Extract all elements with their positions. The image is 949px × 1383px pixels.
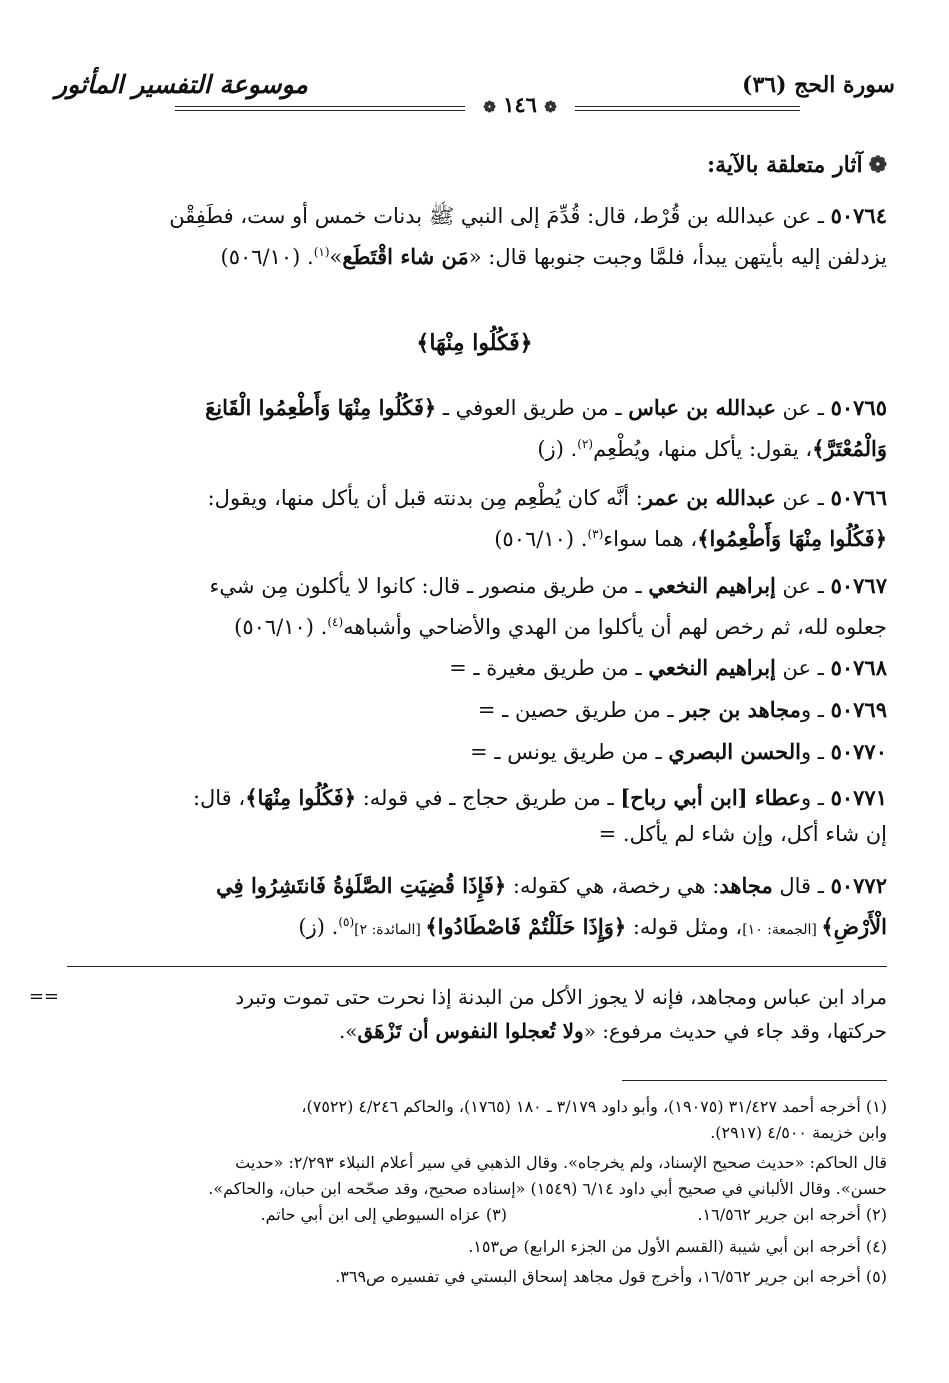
narration-text: : أنَّه كان يُطْعِم مِن بدنته قبل أن يأكل منها، ويقول: xyxy=(207,486,643,510)
footnote-2: (٢) أخرجه ابن جرير ١٦/٥٦٢. xyxy=(697,1205,887,1224)
narration-text: . (ز) xyxy=(537,437,578,461)
narrator-name: مجاهد بن جبر xyxy=(680,697,801,722)
narration-line xyxy=(57,480,887,516)
continuation-mark: == xyxy=(28,986,59,1007)
narration-text: ـ من طريق حصين ـ = xyxy=(477,698,681,722)
section-divider xyxy=(67,966,887,967)
footnote-ref: (٥) xyxy=(338,915,355,929)
narration-text: ـ من طريق يونس ـ = xyxy=(470,740,669,764)
narration-line xyxy=(57,868,887,904)
narration-50764 xyxy=(57,198,887,275)
narration-line: إن شاء أكل، وإن شاء لم يأكل. = xyxy=(598,822,887,846)
narration-number: ٥٠٧٦٥ xyxy=(830,395,887,420)
narration-text: . (٥٠٦/١٠) xyxy=(494,527,588,551)
narration-line xyxy=(57,904,887,948)
narration-line xyxy=(57,568,887,604)
narration-number: ٥٠٧٦٨ xyxy=(830,655,887,680)
footnote-1-cont: وابن خزيمة ٤/٥٠٠ (٢٩١٧). xyxy=(710,1123,887,1142)
narration-text: ـ عن xyxy=(775,574,824,598)
narration-text: ـ عن عبدالله بن قُرْط، قال: قُدِّمَ إلى النبي ﷺ بدنات خمس أو ست، فطَفِقْن xyxy=(169,204,824,228)
section-title xyxy=(707,152,887,178)
quran-quote: وَالْمُعْتَرَّ﴾ xyxy=(812,436,887,461)
narration-text: : هي رخصة، هي كقوله: xyxy=(506,874,720,898)
quran-quote: ﴿فَكُلُوا مِنْهَا﴾ xyxy=(245,785,357,810)
verse-reference: [المائدة: ٢] xyxy=(354,922,426,938)
narrator-name: عبدالله بن عباس xyxy=(628,395,776,420)
narration-50772 xyxy=(57,868,887,948)
narration-text: ـ قال xyxy=(772,874,824,898)
narration-line xyxy=(57,604,887,645)
note-text: ». xyxy=(338,1019,358,1043)
narration-text: ـ عن xyxy=(775,656,824,680)
footnote-ref: (٢) xyxy=(577,437,594,451)
narration-50766 xyxy=(57,480,887,557)
footnote-row-2-3 xyxy=(57,1202,887,1230)
narration-number: ٥٠٧٦٦ xyxy=(830,485,887,510)
narrator-name: إبراهيم النخعي xyxy=(648,655,776,680)
narration-text: . (٥٠٦/١٠) xyxy=(220,245,314,269)
surah-label: سورة الحج (٣٦) xyxy=(742,72,895,98)
running-header xyxy=(55,62,895,117)
narration-line xyxy=(57,390,887,426)
narration-line xyxy=(57,516,887,557)
footnote-3: (٣) عزاه السيوطي إلى ابن أبي حاتم. xyxy=(260,1205,507,1224)
narration-number: ٥٠٧٧٠ xyxy=(830,739,887,764)
continued-note xyxy=(57,980,887,1048)
narration-line xyxy=(57,426,887,467)
page-number xyxy=(465,92,575,117)
narration-50767 xyxy=(57,568,887,645)
footnote-1-grading: قال الحاكم: «حديث صحيح الإسناد، ولم يخرجاه». وقال الذهبي في سير أعلام النبلاء ٢/٢٩٣: «حديث xyxy=(235,1153,887,1172)
narration-text: ـ عن xyxy=(775,396,824,420)
narration-line xyxy=(57,780,887,816)
quran-quote: ﴿فَكُلُوا مِنْهَا وَأَطْعِمُوا الْقَانِعَ xyxy=(205,395,437,420)
narrator-name: مجاهد xyxy=(719,873,773,898)
flower-ornament-icon: ❁ xyxy=(544,98,557,116)
footnote-1-grading-cont: حسن». وقال الألباني في صحيح أبي داود ٦/١٤ (١٥٤٩) «إسناده صحيح، وقد صحّحه ابن حبان، والحاكم». xyxy=(208,1179,887,1198)
footnote-divider xyxy=(622,1080,887,1081)
quran-quote: الْأَرْضِ﴾ xyxy=(821,914,887,939)
page-number-text: ١٤٦ xyxy=(503,92,537,117)
narration-text: . (٥٠٦/١٠) xyxy=(234,615,328,639)
narration-number: ٥٠٧٦٩ xyxy=(830,697,887,722)
note-line xyxy=(57,1014,887,1048)
narration-number: ٥٠٧٧٢ xyxy=(830,873,887,898)
narration-text: ـ من طريق العوفي ـ xyxy=(436,396,629,420)
note-text: مراد ابن عباس ومجاهد، فإنه لا يجوز الأكل من البدنة إذا نحرت حتى تموت وتبرد xyxy=(235,985,887,1009)
hadith-quote: ولا تُعجلوا النفوس أن تَزْهَق xyxy=(357,1019,584,1043)
narrator-name: عبدالله بن عمر xyxy=(642,485,776,510)
footnote-ref: (١) xyxy=(313,245,330,259)
narration-text: ـ من طريق مغيرة ـ = xyxy=(449,656,649,680)
narration-number: ٥٠٧٧١ xyxy=(830,785,887,810)
narration-text: ـ عن xyxy=(775,486,824,510)
narration-50771 xyxy=(57,780,887,852)
narrator-name: إبراهيم النخعي xyxy=(648,573,776,598)
note-line xyxy=(57,980,887,1014)
footnote-ref: (٣) xyxy=(587,527,604,541)
narration-text: ، هما سواء xyxy=(603,527,698,551)
narration-text: ـ من طريق منصور ـ قال: كانوا لا يأكلون مِن شيء xyxy=(209,574,649,598)
narration-text: » xyxy=(329,245,343,269)
quran-quote: ﴿وَإِذَا حَلَلْتُمْ فَاصْطَادُوا﴾ xyxy=(425,914,627,939)
hadith-quote: مَن شاء اقْتَطَع xyxy=(342,244,469,269)
narration-text: ، قال: xyxy=(192,786,246,810)
header-rule-right xyxy=(575,106,800,111)
flower-ornament-icon: ❁ xyxy=(483,98,496,116)
footnote-5: (٥) أخرجه ابن جرير ١٦/٥٦٢، وأخرج قول مجاهد إسحاق البستي في تفسيره ص٣٦٩. xyxy=(335,1267,887,1286)
footnotes xyxy=(57,1094,887,1290)
section-title-text: آثار متعلقة بالآية: xyxy=(707,152,863,178)
narration-50765 xyxy=(57,390,887,467)
narration-text: ـ و xyxy=(800,698,824,722)
narration-text: ـ و xyxy=(800,740,824,764)
narration-50770 xyxy=(57,734,887,770)
narration-50768 xyxy=(57,650,887,686)
narration-50769 xyxy=(57,692,887,728)
narration-number: ٥٠٧٦٧ xyxy=(830,573,887,598)
book-title: موسوعة التفسير المأثور xyxy=(55,70,308,99)
narration-line xyxy=(57,198,887,234)
verse-reference: [الجمعة: ١٠] xyxy=(742,922,822,938)
narration-text: ، ومثل قوله: xyxy=(626,915,743,939)
footnote-ref: (٤) xyxy=(327,615,344,629)
quran-quote: ﴿فَكُلُوا مِنْهَا وَأَطْعِمُوا﴾ xyxy=(697,526,887,551)
flower-ornament-icon: ❁ xyxy=(868,152,887,178)
narration-line xyxy=(57,234,887,275)
ayah-heading: ﴿فَكُلُوا مِنْهَا﴾ xyxy=(416,330,533,356)
header-rule-left xyxy=(175,106,465,111)
footnote-4: (٤) أخرجه ابن أبي شيبة (القسم الأول من الجزء الرابع) ص١٥٣. xyxy=(468,1237,887,1256)
narration-text: . (ز) xyxy=(298,915,339,939)
narration-number: ٥٠٧٦٤ xyxy=(830,203,887,228)
narration-text: ـ و xyxy=(800,786,824,810)
narration-text: جعلوه لله، ثم رخص لهم أن يأكلوا من الهدي والأضاحي وأشباهه xyxy=(343,615,887,639)
narration-text: يزدلفن إليه بأيتهن يبدأ، فلمَّا وجبت جنوبها قال: « xyxy=(468,245,887,269)
narrator-name: الحسن البصري xyxy=(668,739,801,764)
narrator-name: عطاء [ابن أبي رباح] xyxy=(620,785,801,810)
narration-text: ، يقول: يأكل منها، ويُطْعِم xyxy=(593,437,813,461)
footnote-1: (١) أخرجه أحمد ٣١/٤٢٧ (١٩٠٧٥)، وأبو داود ٣/١٧٩ ـ ١٨٠ (١٧٦٥)، والحاكم ٤/٢٤٦ (٧٥٢٢)، xyxy=(301,1097,887,1116)
quran-quote: ﴿فَإِذَا قُضِيَتِ الصَّلَوٰةُ فَانتَشِرُوا فِي xyxy=(216,873,507,898)
narration-text: ـ من طريق حجاج ـ في قوله: xyxy=(356,786,621,810)
note-text: حركتها، وقد جاء في حديث مرفوع: « xyxy=(583,1019,887,1043)
